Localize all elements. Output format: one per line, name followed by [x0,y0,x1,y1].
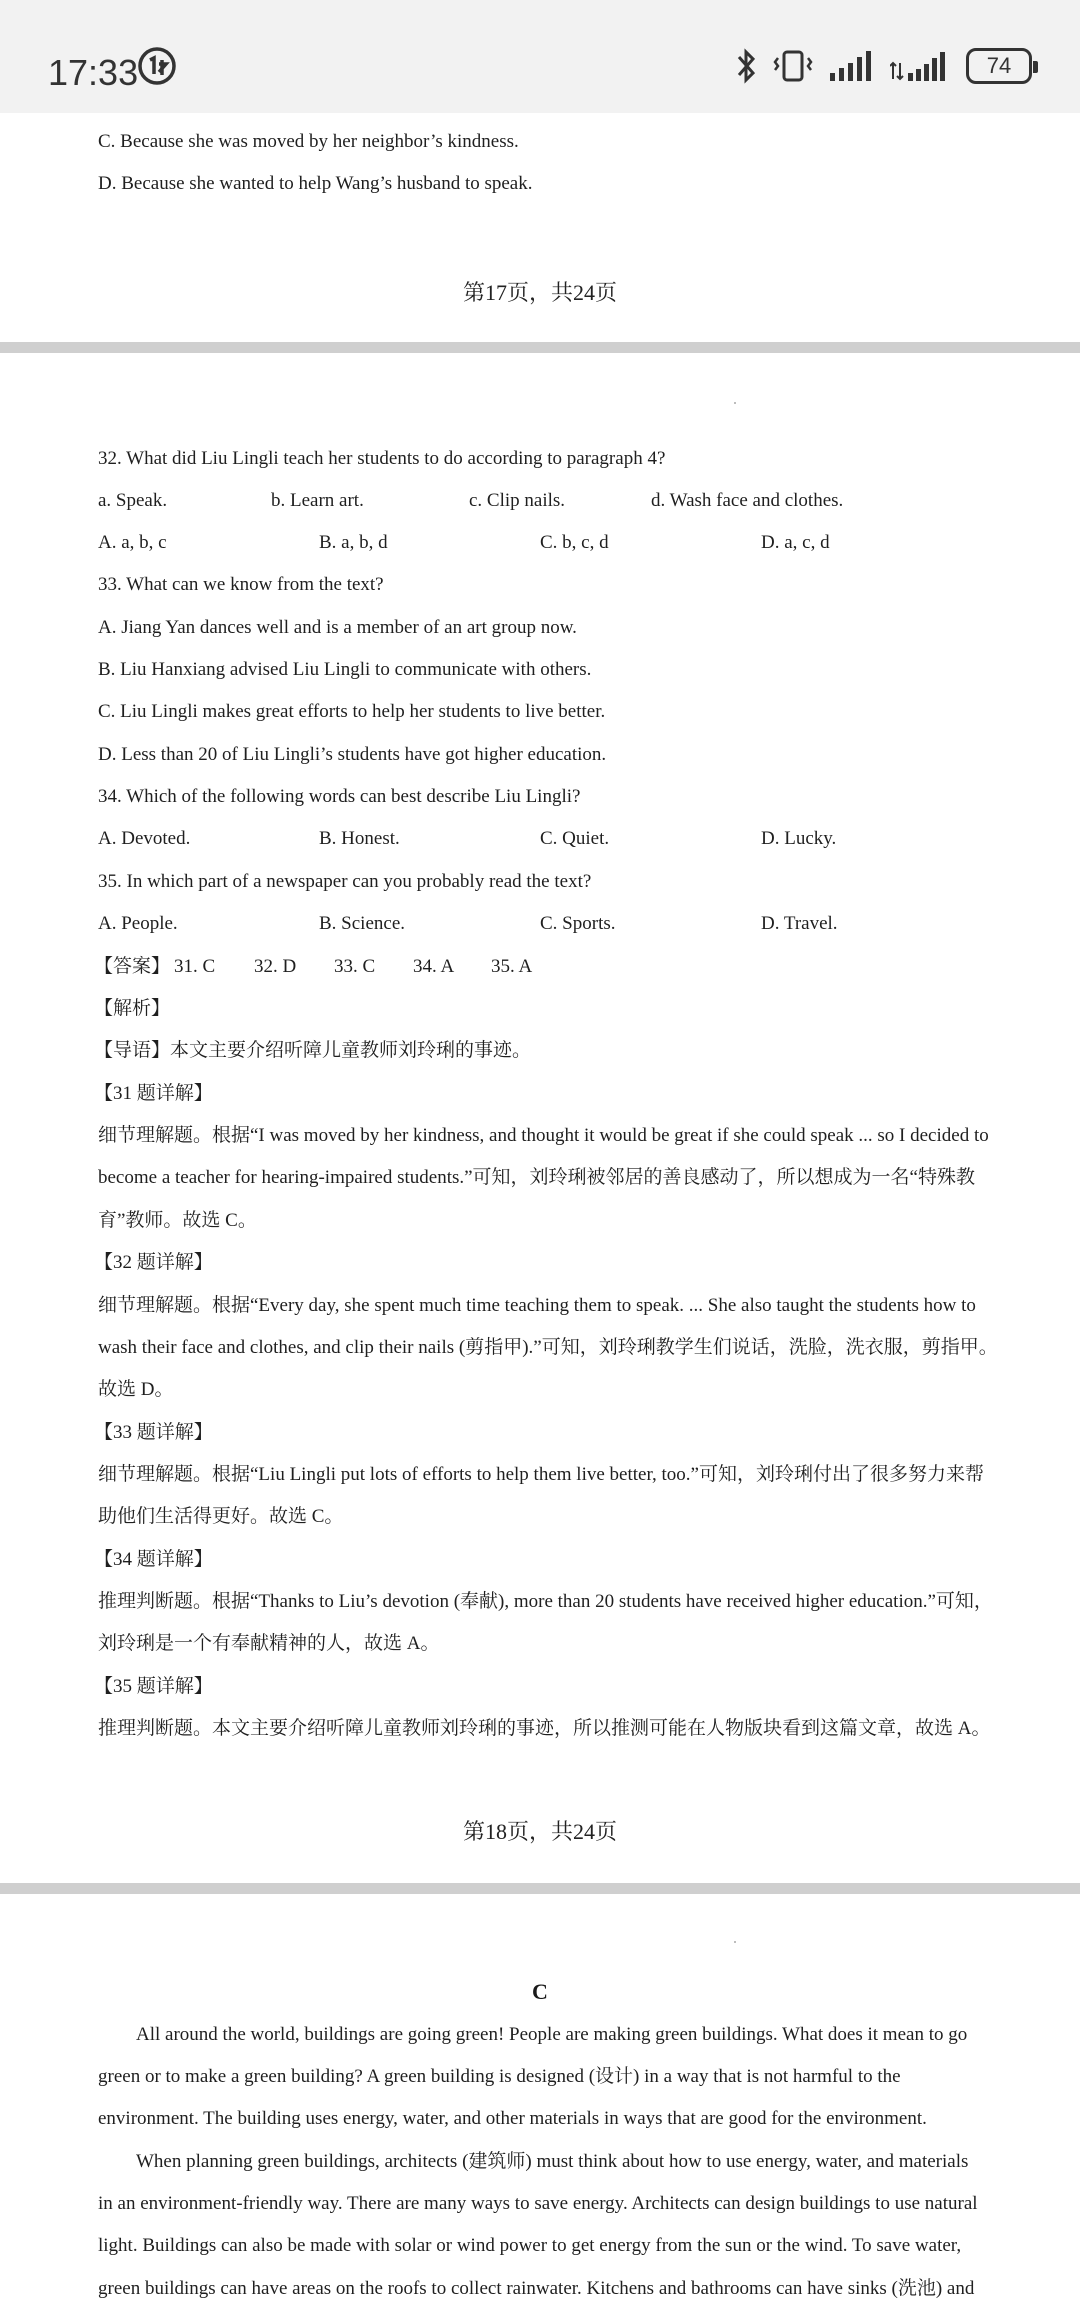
answer-option: C. b, c, d [540,532,609,553]
answer-option: D. Less than 20 of Liu Lingli’s students have got higher education. [98,744,607,765]
detail-line: wash their face and clothes, and clip their nails (剪指甲).”可知，刘玲琍教学生们说话，洗脸，洗衣服，剪指甲。 [98,1337,998,1358]
page-dot [734,1941,736,1943]
answer-option: A. Devoted. [98,828,191,849]
guide-text: 【导语】本文主要介绍听障儿童教师刘玲琍的事迹。 [94,1040,532,1061]
option-line: D. Because she wanted to help Wang’s husband to speak. [98,173,533,194]
option-line: C. Because she was moved by her neighbor’s kindness. [98,131,519,152]
answer-item: 33. C [334,956,376,977]
answer-option: B. Liu Hanxiang advised Liu Lingli to communicate with others. [98,659,592,680]
battery-level: 74 [986,53,1012,78]
answer-item: 32. D [254,956,297,977]
page-divider [0,1883,1080,1894]
detail-line: 故选 D。 [98,1379,174,1400]
detail-line: 细节理解题。根据“I was moved by her kindness, and thought it would be great if she could speak ... so I decided to [98,1125,989,1146]
detail-heading: 【35 题详解】 [94,1676,213,1697]
answer-option: A. a, b, c [98,532,167,553]
detail-line: 推理判断题。根据“Thanks to Liu’s devotion (奉献), more than 20 students have received higher education.”可知， [98,1591,993,1612]
signal-icon [828,49,876,83]
answer-option: D. Lucky. [761,828,837,849]
paragraph-line: light. Buildings can also be made with solar or wind power to get energy from the sun or the wind. To save water, [98,2235,962,2256]
document-page-19 [0,1894,1080,2324]
status-bar [0,0,1080,113]
detail-line: 细节理解题。根据“Liu Lingli put lots of efforts to help them live better, too.”可知，刘玲琍付出了很多努力来帮 [98,1464,984,1485]
data-signal-icon [890,49,952,83]
status-icons [736,46,1032,86]
answer-item: 31. C [174,956,216,977]
document-page-17 [0,113,1080,350]
paragraph-line: When planning green buildings, architects (建筑师) must think about how to use energy, water, and materials [136,2151,969,2172]
document-page-18 [0,353,1080,1883]
paragraph-line: in an environment-friendly way. There are many ways to save energy. Architects can design buildings to use natural [98,2193,978,2214]
battery-icon [966,48,1032,84]
analysis-label: 【解析】 [94,998,171,1019]
detail-line: 育”教师。故选 C。 [98,1210,257,1231]
vibrate-icon [772,49,814,83]
answer-item: 34. A [413,956,455,977]
page-number: 第18页，共24页 [462,1819,617,1844]
detail-heading: 【32 题详解】 [94,1252,213,1273]
page-dot [734,402,736,404]
detail-heading: 【33 题详解】 [94,1422,213,1443]
question-35: 35. In which part of a newspaper can you probably read the text? [98,871,592,892]
app-badge-icon [137,46,177,86]
question-32: 32. What did Liu Lingli teach her students to do according to paragraph 4? [98,448,666,469]
detail-heading: 【34 题详解】 [94,1549,213,1570]
sub-option: c. Clip nails. [469,490,566,511]
answer-option: D. Travel. [761,913,838,934]
answer-item: 35. A [491,956,533,977]
paragraph-line: All around the world, buildings are going green! People are making green buildings. What does it mean to go [136,2024,968,2045]
answer-option: B. Science. [319,913,406,934]
detail-line: become a teacher for hearing-impaired students.”可知，刘玲琍被邻居的善良感动了，所以想成为一名“特殊教 [98,1167,975,1188]
paragraph-line: environment. The building uses energy, water, and other materials in ways that are good for the environment. [98,2108,927,2129]
paragraph-line: green or to make a green building? A green building is designed (设计) in a way that is not harmful to the [98,2066,901,2087]
question-34: 34. Which of the following words can best describe Liu Lingli? [98,786,581,807]
answer-option: C. Sports. [540,913,616,934]
bluetooth-icon [736,47,758,85]
page-divider [0,342,1080,353]
status-time: 17:33 [48,52,139,93]
answer-option: A. Jiang Yan dances well and is a member of an art group now. [98,617,577,638]
detail-line: 刘玲琍是一个有奉献精神的人，故选 A。 [98,1633,440,1654]
answer-label: 【答案】 [94,956,171,977]
section-title: C [532,1979,548,2004]
answer-option: C. Liu Lingli makes great efforts to help her students to live better. [98,701,606,722]
detail-heading: 【31 题详解】 [94,1083,213,1104]
paragraph-line: green buildings can have areas on the roofs to collect rainwater. Kitchens and bathrooms can have sinks (洗池) and [98,2278,975,2299]
sub-option: a. Speak. [98,490,168,511]
answer-option: B. a, b, d [319,532,388,553]
sub-option: d. Wash face and clothes. [651,490,844,511]
page-number: 第17页，共24页 [462,280,617,305]
sub-option: b. Learn art. [271,490,364,511]
question-33: 33. What can we know from the text? [98,574,384,595]
answer-option: C. Quiet. [540,828,610,849]
detail-line: 细节理解题。根据“Every day, she spent much time teaching them to speak. ... She also taught the students how to [98,1295,976,1316]
answer-option: D. a, c, d [761,532,830,553]
detail-line: 推理判断题。本文主要介绍听障儿童教师刘玲琍的事迹，所以推测可能在人物版块看到这篇文章，故选 A。 [98,1718,991,1739]
answer-option: B. Honest. [319,828,400,849]
answer-option: A. People. [98,913,178,934]
detail-line: 助他们生活得更好。故选 C。 [98,1506,344,1527]
